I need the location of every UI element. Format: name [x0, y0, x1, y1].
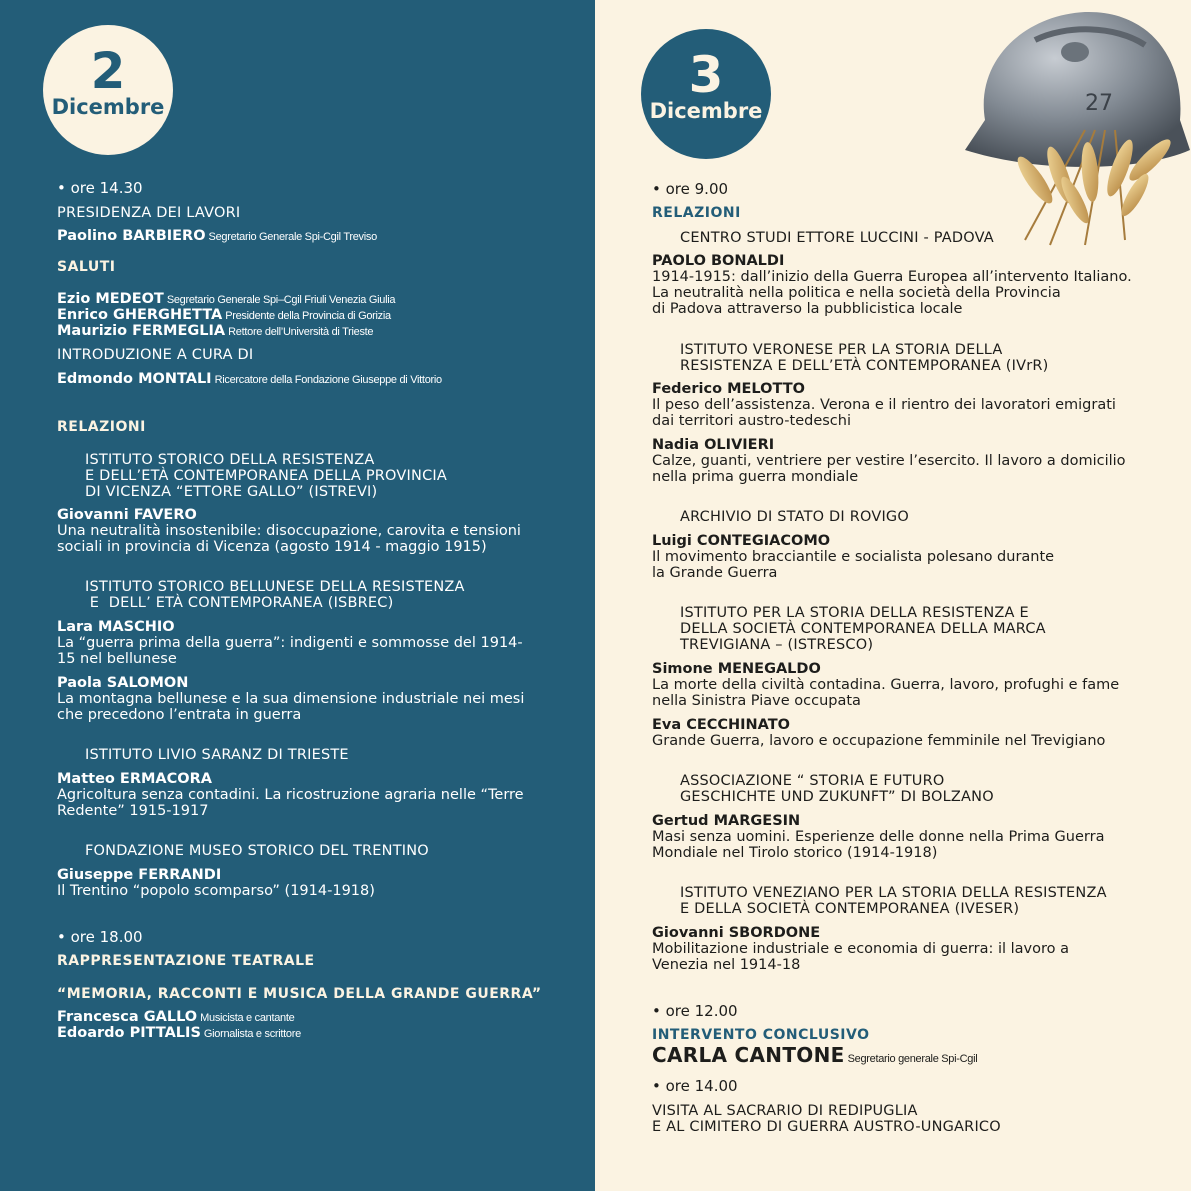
- talk-title-line: Mobilitazione industriale e economia di guerra: il lavoro a: [652, 941, 1070, 957]
- presidenza-speaker: [57, 228, 377, 245]
- day3-date-month: Dicembre: [649, 99, 763, 123]
- talk-contegiacomo: [652, 533, 1054, 581]
- speaker-name: Gertud MARGESIN: [652, 813, 801, 829]
- talk-salomon: [57, 675, 524, 723]
- teatro-heading: RAPPRESENTAZIONE TEATRALE: [57, 953, 315, 969]
- visita-line: VISITA AL SACRARIO DI REDIPUGLIA: [652, 1103, 918, 1119]
- speaker-role: Ricercatore della Fondazione Giuseppe di Vittorio: [214, 374, 442, 386]
- day2-date-number: 2: [90, 42, 126, 100]
- talk-ferrandi: [57, 867, 375, 899]
- institute-line: ARCHIVIO DI STATO DI ROVIGO: [680, 509, 909, 525]
- institute-line: RESISTENZA E DELL’ETÀ CONTEMPORANEA (IVrR): [680, 358, 1049, 374]
- speaker-name: Giuseppe FERRANDI: [57, 867, 222, 883]
- helmet-number: 27: [1085, 91, 1113, 116]
- institute-storia-futuro: [680, 773, 994, 805]
- institute-line: GESCHICHTE UND ZUKUNFT” DI BOLZANO: [680, 789, 994, 805]
- institute-line: ISTITUTO STORICO BELLUNESE DELLA RESISTENZA: [85, 579, 465, 595]
- teatro-performer-1: [57, 1009, 294, 1026]
- speaker-role: Rettore dell’Università di Trieste: [228, 326, 374, 338]
- performer-role: Giornalista e scrittore: [203, 1028, 301, 1040]
- talk-favero: [57, 507, 521, 555]
- talk-title-line: Mondiale nel Tirolo storico (1914-1918): [652, 845, 938, 861]
- day3-time-2: • ore 12.00: [652, 1002, 738, 1020]
- speaker-name: Federico MELOTTO: [652, 381, 805, 397]
- institute-line: ASSOCIAZIONE “ STORIA E FUTURO: [680, 773, 945, 789]
- day2-column: [0, 0, 595, 1191]
- talk-title-line: Il peso dell’assistenza. Verona e il rientro dei lavoratori emigrati: [652, 397, 1116, 413]
- saluti-speaker-1: [57, 291, 395, 308]
- institute-line: ISTITUTO VERONESE PER LA STORIA DELLA: [680, 342, 1003, 358]
- talk-margesin: [652, 813, 1104, 861]
- speaker-name: Eva CECCHINATO: [652, 717, 790, 733]
- institute-saranz: [85, 747, 349, 763]
- talk-sbordone: [652, 925, 1069, 973]
- visita-block: [652, 1103, 1001, 1135]
- talk-title-line: dai territori austro-tedeschi: [652, 413, 851, 429]
- saluti-speaker-3: [57, 323, 373, 340]
- institute-line: E DELLA SOCIETÀ CONTEMPORANEA (IVESER): [680, 901, 1020, 917]
- presidenza-heading: PRESIDENZA DEI LAVORI: [57, 205, 241, 221]
- talk-title-line: Redente” 1915-1917: [57, 803, 209, 819]
- saluti-speaker-2: [57, 307, 391, 324]
- saluti-heading: SALUTI: [57, 259, 116, 275]
- day3-date-number: 3: [688, 46, 724, 104]
- talk-title-line: Agricoltura senza contadini. La ricostruzione agraria nelle “Terre: [57, 787, 524, 803]
- day2-date-badge: [43, 25, 173, 155]
- institute-line: TREVIGIANA – (ISTRESCO): [680, 637, 874, 653]
- institute-iveser: [680, 885, 1107, 917]
- talk-title-line: nella prima guerra mondiale: [652, 469, 859, 485]
- talk-title-line: che precedono l’entrata in guerra: [57, 707, 302, 723]
- talk-title-line: Grande Guerra, lavoro e occupazione femminile nel Trevigiano: [652, 733, 1106, 749]
- day3-relazioni-heading: RELAZIONI: [652, 205, 741, 221]
- teatro-performer-2: [57, 1025, 301, 1042]
- institute-line: DELLA SOCIETÀ CONTEMPORANEA DELLA MARCA: [680, 621, 1046, 637]
- institute-ivrr: [680, 342, 1049, 374]
- intro-speaker: [57, 371, 442, 388]
- institute-line: FONDAZIONE MUSEO STORICO DEL TRENTINO: [85, 843, 429, 859]
- day3-time-1: • ore 9.00: [652, 180, 729, 198]
- institute-line: E DELL’ ETÀ CONTEMPORANEA (ISBREC): [85, 595, 394, 611]
- talk-title-line: La morte della civiltà contadina. Guerra, lavoro, profughi e fame: [652, 677, 1120, 693]
- talk-title-line: La neutralità nella politica e nella società della Provincia: [652, 285, 1061, 301]
- speaker-name: Lara MASCHIO: [57, 619, 175, 635]
- institute-museo-trentino: [85, 843, 429, 859]
- concl-speaker: [652, 1044, 977, 1066]
- institute-line: E DELL’ETÀ CONTEMPORANEA DELLA PROVINCIA: [85, 468, 447, 484]
- day3-date-badge: [641, 29, 771, 159]
- talk-title-line: di Padova attraverso la pubblicistica locale: [652, 301, 963, 317]
- talk-title-line: nella Sinistra Piave occupata: [652, 693, 861, 709]
- day2-relazioni-heading: RELAZIONI: [57, 419, 146, 435]
- institute-line: ISTITUTO LIVIO SARANZ DI TRIESTE: [85, 747, 349, 763]
- talk-bonaldi: [652, 253, 1132, 317]
- talk-title-line: Calze, guanti, ventriere per vestire l’esercito. Il lavoro a domicilio: [652, 453, 1126, 469]
- talk-title-line: sociali in provincia di Vicenza (agosto 1914 - maggio 1915): [57, 539, 487, 555]
- performer-name: Francesca GALLO: [57, 1009, 198, 1025]
- speaker-name: Maurizio FERMEGLIA: [57, 323, 226, 339]
- institute-istrevi: [85, 452, 447, 500]
- speaker-name: Ezio MEDEOT: [57, 291, 164, 307]
- institute-line: ISTITUTO STORICO DELLA RESISTENZA: [85, 452, 375, 468]
- day3-time-3: • ore 14.00: [652, 1077, 738, 1095]
- speaker-name: Giovanni FAVERO: [57, 507, 197, 523]
- talk-maschio: [57, 619, 523, 667]
- performer-role: Musicista e cantante: [200, 1012, 295, 1024]
- talk-title-line: La “guerra prima della guerra”: indigenti e sommosse del 1914-: [57, 635, 523, 651]
- speaker-name: Matteo ERMACORA: [57, 771, 212, 787]
- performer-name: Edoardo PITTALIS: [57, 1025, 201, 1041]
- speaker-name: Luigi CONTEGIACOMO: [652, 533, 831, 549]
- day3-column: [595, 0, 1191, 1191]
- speaker-role: Segretario Generale Spi–Cgil Friuli Venezia Giulia: [166, 294, 396, 306]
- day2-time-1: • ore 14.30: [57, 179, 143, 197]
- institute-line: CENTRO STUDI ETTORE LUCCINI - PADOVA: [680, 230, 994, 246]
- speaker-name: Enrico GHERGHETTA: [57, 307, 223, 323]
- institute-line: DI VICENZA “ETTORE GALLO” (ISTREVI): [85, 484, 378, 500]
- institute-archivio-rovigo: [680, 509, 909, 525]
- speaker-name: Paola SALOMON: [57, 675, 189, 691]
- talk-olivieri: [652, 437, 1126, 485]
- speaker-name: Edmondo MONTALI: [57, 371, 212, 387]
- intro-heading: INTRODUZIONE A CURA DI: [57, 347, 254, 363]
- speaker-name: Simone MENEGALDO: [652, 661, 821, 677]
- speaker-role: Segretario Generale Spi-Cgil Treviso: [208, 231, 377, 243]
- talk-title-line: La montagna bellunese e la sua dimensione industriale nei mesi: [57, 691, 525, 707]
- institute-line: ISTITUTO VENEZIANO PER LA STORIA DELLA RESISTENZA: [680, 885, 1107, 901]
- talk-melotto: [652, 381, 1116, 429]
- talk-title-line: 1914-1915: dall’inizio della Guerra Europea all’intervento Italiano.: [652, 269, 1132, 285]
- visita-line: E AL CIMITERO DI GUERRA AUSTRO-UNGARICO: [652, 1119, 1001, 1135]
- institute-isbrec: [85, 579, 465, 611]
- concl-heading: INTERVENTO CONCLUSIVO: [652, 1027, 870, 1043]
- institute-luccini: [680, 230, 994, 246]
- helmet-wheat-illustration: [965, 0, 1191, 250]
- talk-title-line: Il movimento bracciantile e socialista polesano durante: [652, 549, 1055, 565]
- day2-time-2: • ore 18.00: [57, 928, 143, 946]
- speaker-name: PAOLO BONALDI: [652, 253, 785, 269]
- teatro-title: “MEMORIA, RACCONTI E MUSICA DELLA GRANDE GUERRA”: [57, 986, 542, 1002]
- talk-title-line: 15 nel bellunese: [57, 651, 177, 667]
- talk-ermacora: [57, 771, 524, 819]
- speaker-name: Giovanni SBORDONE: [652, 925, 821, 941]
- speaker-name: CARLA CANTONE: [652, 1043, 845, 1067]
- speaker-role: Segretario generale Spi-Cgil: [847, 1053, 978, 1065]
- institute-line: ISTITUTO PER LA STORIA DELLA RESISTENZA E: [680, 605, 1029, 621]
- day2-date-month: Dicembre: [51, 95, 165, 119]
- talk-title-line: Venezia nel 1914-18: [652, 957, 801, 973]
- speaker-name: Nadia OLIVIERI: [652, 437, 775, 453]
- speaker-name: Paolino BARBIERO: [57, 228, 206, 244]
- talk-title-line: la Grande Guerra: [652, 565, 778, 581]
- institute-istresco: [680, 605, 1046, 653]
- talk-menegaldo: [652, 661, 1119, 709]
- speaker-role: Presidente della Provincia di Gorizia: [225, 310, 391, 322]
- talk-title-line: Masi senza uomini. Esperienze delle donne nella Prima Guerra: [652, 829, 1105, 845]
- talk-title-line: Una neutralità insostenibile: disoccupazione, carovita e tensioni: [57, 523, 521, 539]
- talk-title-line: Il Trentino “popolo scomparso” (1914-1918): [57, 883, 375, 899]
- talk-cecchinato: [652, 717, 1105, 749]
